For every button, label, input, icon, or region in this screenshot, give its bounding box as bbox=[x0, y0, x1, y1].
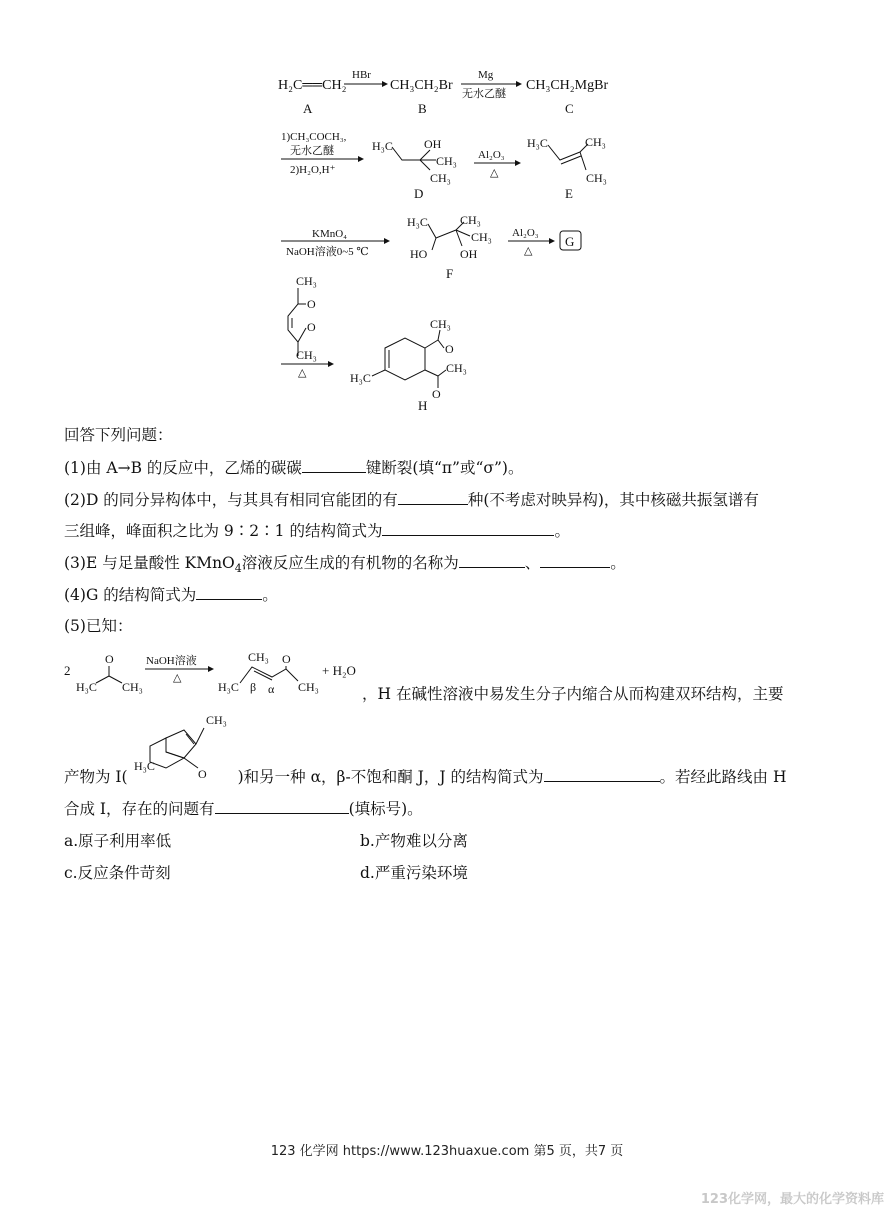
q5-text-e: 。若经此路线由 H bbox=[659, 768, 787, 786]
compound-C-formula: CH₃CH₂MgBr bbox=[526, 78, 609, 93]
I-CH3: CH₃ bbox=[206, 713, 227, 727]
D-H3C: H₃C bbox=[372, 139, 393, 153]
H-O2: O bbox=[432, 387, 441, 401]
F-CH3-a: CH₃ bbox=[460, 213, 481, 227]
eq-prod-O: O bbox=[282, 652, 291, 666]
compound-A-formula: H₂C══CH₂ bbox=[278, 78, 347, 93]
H-O1: O bbox=[445, 342, 454, 356]
diene-O1: O bbox=[307, 297, 316, 311]
arrowhead bbox=[358, 156, 364, 162]
eq-plus-water: + H₂O bbox=[322, 663, 356, 678]
eq-acetone-O: O bbox=[105, 652, 114, 666]
I-H3C: H₃C bbox=[134, 759, 155, 773]
H-bond bbox=[438, 340, 444, 348]
F-HO: HO bbox=[410, 247, 428, 261]
page-footer: 123 化学网 https://www.123huaxue.com 第5 页，共7 页 bbox=[270, 1144, 624, 1159]
compound-F-label: F bbox=[446, 266, 454, 281]
q5-aldol-equation bbox=[60, 645, 380, 705]
q4-blank[interactable] bbox=[196, 583, 262, 600]
eq-heat: △ bbox=[173, 672, 182, 684]
I-carbonyl bbox=[184, 758, 198, 768]
question-5-line-f bbox=[64, 797, 423, 820]
q1-text-b: 键断裂(填“π”或“σ”)。 bbox=[365, 459, 524, 477]
eq-prod-H3C: H₃C bbox=[218, 680, 239, 694]
E-skeleton bbox=[548, 145, 580, 160]
eq-prod-beta: β bbox=[250, 680, 257, 694]
E-CH3-b: CH₃ bbox=[586, 171, 607, 185]
reagent-Al2O3-2: Al₂O₃ bbox=[512, 227, 539, 239]
H-bond bbox=[438, 370, 446, 376]
D-CH3-a: CH₃ bbox=[436, 154, 457, 168]
q2-blank-count[interactable] bbox=[398, 488, 468, 505]
question-5-text-b: ，H 在碱性溶液中易发生分子内缩合从而构建双环结构，主要 bbox=[362, 685, 784, 703]
q2-text-b: 种(不考虑对映异构)，其中核磁共振氢谱有 bbox=[467, 491, 759, 509]
q3-text-d: 。 bbox=[610, 554, 626, 572]
H-H3C: H₃C bbox=[350, 371, 371, 385]
reagent-Al2O3: Al₂O₃ bbox=[478, 149, 505, 161]
option-c: c.反应条件苛刻 bbox=[64, 864, 171, 882]
q5-text-c: 产物为 I( bbox=[64, 768, 128, 786]
question-3 bbox=[64, 551, 626, 580]
F-OH: OH bbox=[460, 247, 478, 261]
arrowhead bbox=[382, 81, 388, 87]
option-a: a.原子利用率低 bbox=[64, 832, 172, 850]
question-2-cont bbox=[64, 519, 570, 542]
F-H3C: H₃C bbox=[407, 215, 428, 229]
E-bond bbox=[580, 152, 586, 170]
reagent-Mg: Mg bbox=[478, 69, 494, 81]
site-watermark: 123化学网，最大的化学资料库 bbox=[700, 1192, 884, 1207]
E-CH3-a: CH₃ bbox=[585, 135, 606, 149]
question-5: (5)已知： bbox=[64, 617, 133, 635]
compound-B-formula: CH₃CH₂Br bbox=[390, 78, 453, 93]
product-I-structure bbox=[126, 708, 236, 784]
question-4 bbox=[64, 583, 278, 606]
H-bond bbox=[438, 330, 440, 340]
q1-blank[interactable] bbox=[302, 456, 366, 473]
compound-B-label: B bbox=[418, 101, 427, 116]
condition-heat-2: △ bbox=[524, 245, 533, 257]
D-OH: OH bbox=[424, 137, 442, 151]
q5-blank-J[interactable] bbox=[544, 765, 660, 782]
eq-reagent-NaOH: NaOH溶液 bbox=[146, 655, 197, 667]
eq-prod-skeleton bbox=[240, 667, 298, 683]
arrowhead bbox=[516, 81, 522, 87]
intro-text: 回答下列问题： bbox=[64, 426, 173, 444]
H-bond bbox=[425, 370, 438, 376]
diene-carbonyl bbox=[298, 328, 306, 342]
D-bond bbox=[420, 160, 430, 170]
compound-D-label: D bbox=[414, 186, 424, 201]
eq-coefficient: 2 bbox=[64, 663, 71, 678]
q2-text-a: (2)D 的同分异构体中，与其具有相同官能团的有 bbox=[64, 491, 398, 509]
condition-ether: 无水乙醚 bbox=[290, 145, 334, 157]
reagent-HBr: HBr bbox=[352, 69, 371, 81]
option-b: b.产物难以分离 bbox=[360, 832, 468, 850]
eq-prod-CH3: CH₃ bbox=[248, 650, 269, 664]
q5-text-d: )和另一种 α，β-不饱和酮 J，J 的结构简式为 bbox=[237, 768, 544, 786]
eq-prod-alpha: α bbox=[268, 682, 275, 696]
compound-H-label: H bbox=[418, 398, 428, 413]
diene-skeleton bbox=[288, 288, 298, 356]
F-CH3-b: CH₃ bbox=[471, 230, 492, 244]
condition-acetone: 1)CH₃COCH₃, bbox=[281, 131, 347, 143]
question-2 bbox=[64, 488, 759, 511]
I-bond bbox=[196, 728, 204, 744]
F-skeleton bbox=[428, 224, 456, 238]
synthesis-scheme bbox=[0, 0, 894, 420]
q5-text-f: 合成 I，存在的问题有 bbox=[64, 800, 215, 818]
q4-text-b: 。 bbox=[262, 586, 278, 604]
q3-blank-2[interactable] bbox=[540, 551, 610, 568]
question-1 bbox=[64, 456, 523, 479]
q3-subscript: 4 bbox=[234, 562, 242, 576]
q3-text-c: 、 bbox=[524, 554, 541, 572]
q4-text-a: (4)G 的结构简式为 bbox=[64, 586, 197, 604]
q2-text-d: 。 bbox=[554, 522, 570, 540]
q2-text-c: 三组峰，峰面积之比为 9∶2∶1 的结构简式为 bbox=[64, 522, 383, 540]
H-CH3-top: CH₃ bbox=[430, 317, 451, 331]
E-H3C: H₃C bbox=[527, 136, 548, 150]
diene-CH3-top: CH₃ bbox=[296, 274, 317, 288]
diene-CH3-bottom: CH₃ bbox=[296, 348, 317, 362]
compound-E-label: E bbox=[565, 186, 573, 201]
compound-A-label: A bbox=[303, 101, 313, 116]
eq-prod-CH3b: CH₃ bbox=[298, 680, 319, 694]
q5-blank-problems[interactable] bbox=[215, 797, 349, 814]
arrowhead bbox=[549, 238, 555, 244]
F-bond bbox=[432, 238, 436, 250]
H-ring bbox=[385, 338, 425, 380]
I-double-bond bbox=[186, 734, 194, 744]
condition-heat-3: △ bbox=[298, 367, 307, 379]
q1-text-a: (1)由 A→B 的反应中，乙烯的碳碳 bbox=[64, 459, 302, 477]
diene-O2: O bbox=[307, 320, 316, 334]
arrowhead bbox=[384, 238, 390, 244]
arrowhead bbox=[208, 666, 214, 672]
I-ring-6 bbox=[150, 738, 184, 768]
option-d: d.严重污染环境 bbox=[360, 864, 468, 882]
eq-acetone-skeleton bbox=[96, 676, 122, 683]
arrowhead bbox=[515, 160, 521, 166]
compound-G-label: G bbox=[565, 234, 575, 249]
compound-C-label: C bbox=[565, 101, 574, 116]
q3-blank-1[interactable] bbox=[459, 551, 525, 568]
D-CH3-b: CH₃ bbox=[430, 171, 451, 185]
eq-acetone-H3C: H₃C bbox=[76, 680, 97, 694]
H-bond bbox=[372, 370, 385, 376]
E-double-bond bbox=[561, 156, 581, 164]
q5-text-g: (填标号)。 bbox=[348, 800, 423, 818]
q3-text-a: (3)E 与足量酸性 KMnO bbox=[64, 554, 235, 572]
q2-blank-structure[interactable] bbox=[382, 519, 554, 536]
reagent-ether: 无水乙醚 bbox=[462, 88, 506, 100]
q3-text-b: 溶液反应生成的有机物的名称为 bbox=[241, 554, 459, 572]
condition-NaOH: NaOH溶液0~5 ℃ bbox=[286, 246, 369, 258]
H-CH3-side: CH₃ bbox=[446, 361, 467, 375]
H-bond bbox=[425, 340, 438, 348]
I-O: O bbox=[198, 767, 207, 781]
reagent-KMnO4: KMnO₄ bbox=[312, 228, 348, 240]
condition-hydrolysis: 2)H₂O,H⁺ bbox=[290, 164, 336, 176]
eq-acetone-CH3: CH₃ bbox=[122, 680, 143, 694]
condition-heat: △ bbox=[490, 167, 499, 179]
arrowhead bbox=[328, 361, 334, 367]
